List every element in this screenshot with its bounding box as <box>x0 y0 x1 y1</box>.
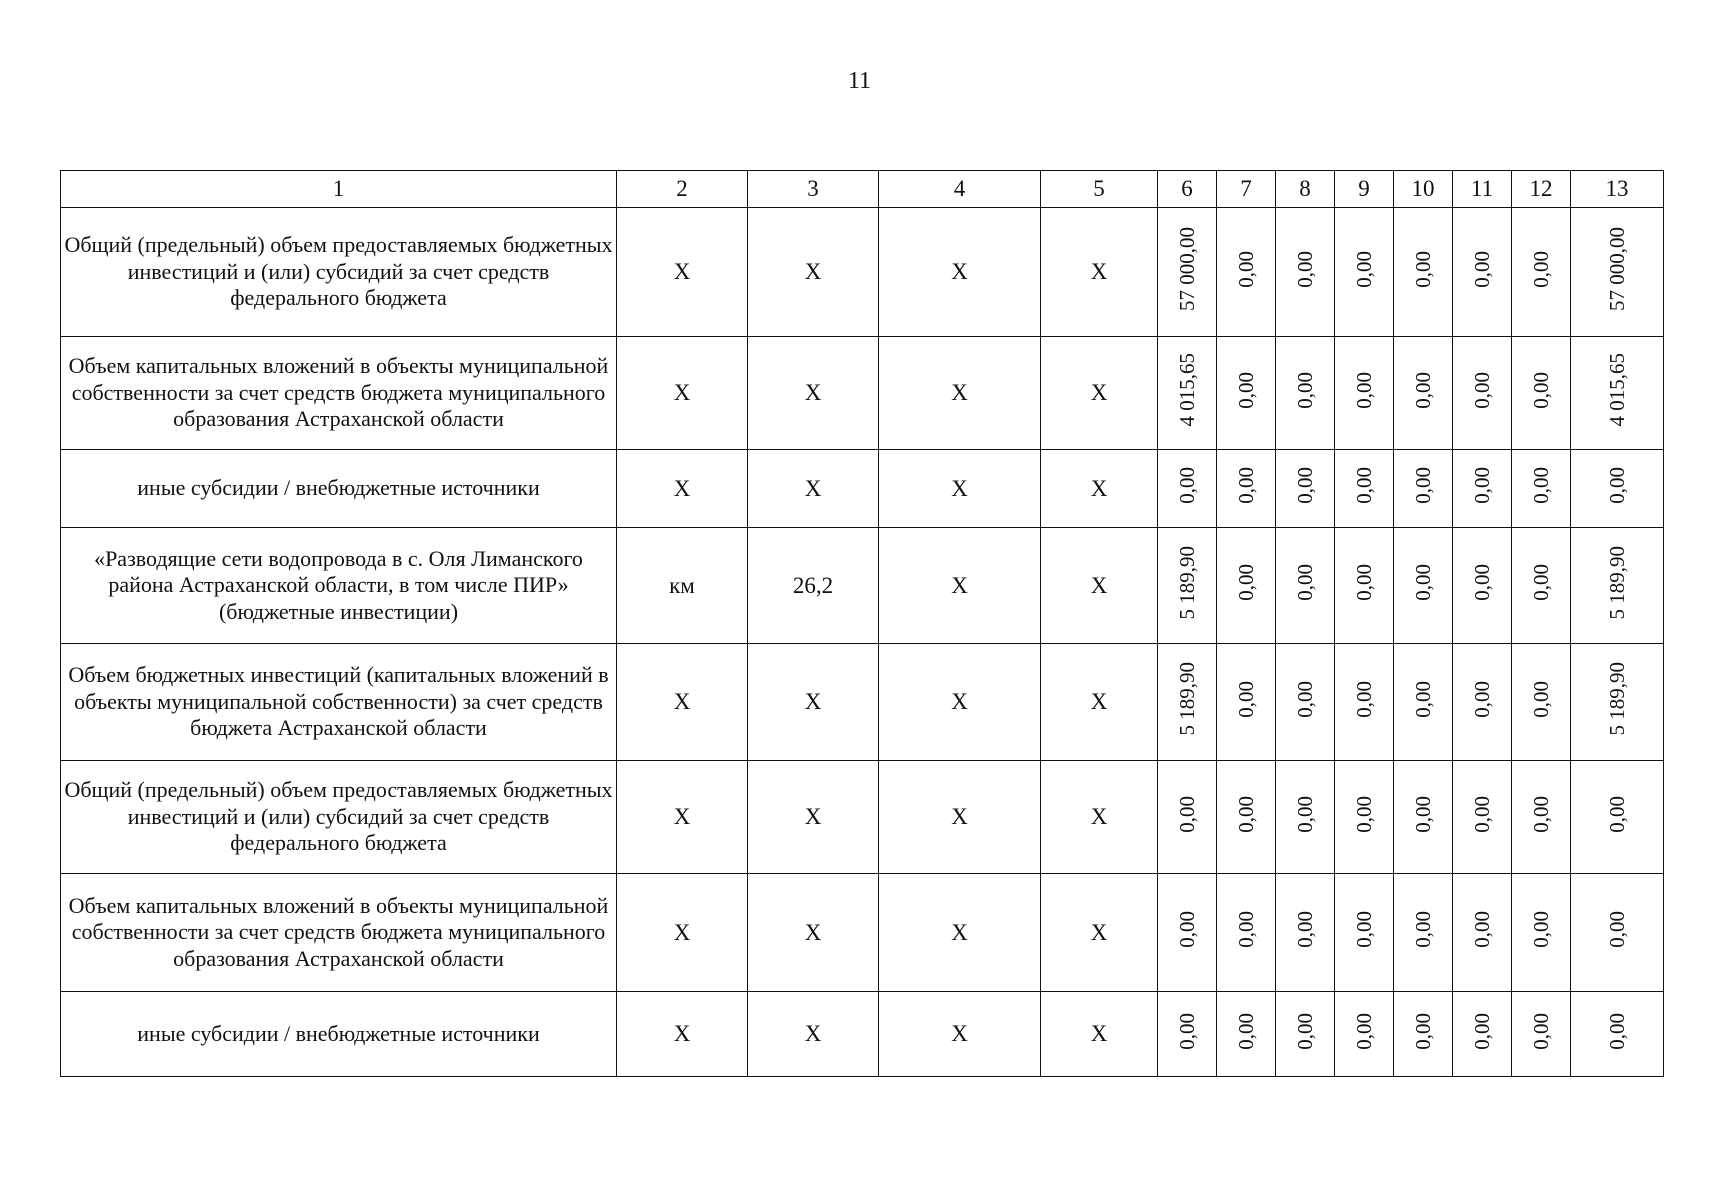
amount-text: 0,00 <box>1351 467 1376 504</box>
amount-text: 4 015,65 <box>1174 353 1199 427</box>
unit-cell: X <box>617 761 748 874</box>
amount-cell <box>1512 644 1571 761</box>
amount-cell <box>1453 992 1512 1077</box>
x-cell: X <box>879 992 1041 1077</box>
amount-text: 5 189,90 <box>1174 662 1199 736</box>
amount-text: 0,00 <box>1410 680 1435 718</box>
amount-text: 0,00 <box>1528 371 1553 409</box>
amount-cell <box>1571 528 1664 644</box>
x-cell: X <box>879 450 1041 528</box>
x-cell: X <box>1041 337 1158 450</box>
amount-text: 57 000,00 <box>1174 227 1199 311</box>
amount-text: 0,00 <box>1233 1012 1258 1050</box>
amount-cell <box>1217 337 1276 450</box>
amount-cell <box>1394 208 1453 337</box>
amount-cell <box>1276 208 1335 337</box>
amount-cell <box>1512 450 1571 528</box>
column-header: 4 <box>879 171 1041 208</box>
amount-text: 0,00 <box>1604 1012 1629 1050</box>
column-header: 1 <box>61 171 617 208</box>
amount-cell <box>1571 761 1664 874</box>
amount-cell <box>1453 528 1512 644</box>
amount-text: 0,00 <box>1528 1012 1553 1050</box>
row-description: Общий (предельный) объем предоставляемых бюджетных инвестиций и (или) субсидий за счет средств федерального бюджета <box>61 208 617 337</box>
amount-cell <box>1453 874 1512 992</box>
amount-cell <box>1394 528 1453 644</box>
amount-cell <box>1158 761 1217 874</box>
amount-text: 0,00 <box>1233 467 1258 504</box>
amount-cell <box>1453 337 1512 450</box>
amount-cell <box>1512 874 1571 992</box>
unit-cell: X <box>617 450 748 528</box>
amount-text: 0,00 <box>1292 250 1317 288</box>
value-cell: 26,2 <box>748 528 879 644</box>
amount-cell <box>1512 528 1571 644</box>
amount-cell <box>1571 450 1664 528</box>
amount-cell <box>1335 528 1394 644</box>
amount-cell <box>1276 528 1335 644</box>
x-cell: X <box>879 644 1041 761</box>
amount-cell <box>1276 337 1335 450</box>
amount-text: 0,00 <box>1469 467 1494 504</box>
amount-text: 0,00 <box>1292 795 1317 833</box>
amount-text: 0,00 <box>1292 911 1317 948</box>
column-header: 10 <box>1394 171 1453 208</box>
table-row <box>61 644 1664 761</box>
amount-text: 0,00 <box>1469 680 1494 718</box>
amount-text: 0,00 <box>1410 371 1435 409</box>
amount-cell <box>1512 761 1571 874</box>
amount-text: 0,00 <box>1528 467 1553 504</box>
value-cell: X <box>748 992 879 1077</box>
amount-cell <box>1276 874 1335 992</box>
amount-cell <box>1394 874 1453 992</box>
x-cell: X <box>1041 208 1158 337</box>
amount-cell <box>1217 992 1276 1077</box>
amount-cell <box>1512 208 1571 337</box>
x-cell: X <box>879 761 1041 874</box>
column-header: 6 <box>1158 171 1217 208</box>
amount-text: 0,00 <box>1351 1012 1376 1050</box>
amount-cell <box>1158 337 1217 450</box>
column-header: 2 <box>617 171 748 208</box>
amount-text: 0,00 <box>1604 467 1629 504</box>
amount-text: 0,00 <box>1469 1012 1494 1050</box>
row-description: Общий (предельный) объем предоставляемых бюджетных инвестиций и (или) субсидий за счет средств федерального бюджета <box>61 761 617 874</box>
amount-text: 0,00 <box>1292 1012 1317 1050</box>
amount-text: 0,00 <box>1351 911 1376 948</box>
x-cell: X <box>1041 450 1158 528</box>
unit-cell: X <box>617 874 748 992</box>
row-description: «Разводящие сети водопровода в с. Оля Лиманского района Астраханской области, в том числе ПИР» (бюджетные инвестиции) <box>61 528 617 644</box>
amount-cell <box>1512 992 1571 1077</box>
amount-cell <box>1276 761 1335 874</box>
amount-text: 0,00 <box>1528 564 1553 601</box>
amount-text: 0,00 <box>1410 250 1435 288</box>
amount-text: 0,00 <box>1604 795 1629 833</box>
amount-text: 0,00 <box>1410 1012 1435 1050</box>
amount-cell <box>1571 644 1664 761</box>
amount-text: 0,00 <box>1233 564 1258 601</box>
amount-text: 0,00 <box>1174 911 1199 948</box>
x-cell: X <box>1041 992 1158 1077</box>
amount-text: 0,00 <box>1410 795 1435 833</box>
table-row <box>61 450 1664 528</box>
value-cell: X <box>748 644 879 761</box>
value-cell: X <box>748 450 879 528</box>
amount-cell <box>1217 450 1276 528</box>
amount-cell <box>1217 208 1276 337</box>
amount-cell <box>1571 208 1664 337</box>
table-row <box>61 337 1664 450</box>
amount-text: 0,00 <box>1528 680 1553 718</box>
amount-text: 5 189,90 <box>1174 545 1199 620</box>
unit-cell: X <box>617 337 748 450</box>
row-description: Объем капитальных вложений в объекты муниципальной собственности за счет средств бюджета муниципального образования Астраханской области <box>61 337 617 450</box>
amount-text: 0,00 <box>1174 467 1199 504</box>
row-description: Объем бюджетных инвестиций (капитальных вложений в объекты муниципальной собственности) за счет средств бюджета Астраханской области <box>61 644 617 761</box>
value-cell: X <box>748 874 879 992</box>
amount-cell <box>1453 644 1512 761</box>
amount-cell <box>1158 528 1217 644</box>
amount-cell <box>1335 992 1394 1077</box>
table-row <box>61 208 1664 337</box>
unit-cell: км <box>617 528 748 644</box>
amount-cell <box>1335 337 1394 450</box>
x-cell: X <box>1041 528 1158 644</box>
amount-text: 0,00 <box>1528 911 1553 948</box>
amount-cell <box>1217 528 1276 644</box>
amount-text: 0,00 <box>1351 795 1376 833</box>
amount-cell <box>1335 761 1394 874</box>
amount-cell <box>1394 761 1453 874</box>
amount-cell <box>1276 450 1335 528</box>
amount-cell <box>1335 644 1394 761</box>
amount-text: 0,00 <box>1233 250 1258 288</box>
unit-cell: X <box>617 644 748 761</box>
column-header: 11 <box>1453 171 1512 208</box>
amount-cell <box>1453 208 1512 337</box>
amount-text: 5 189,90 <box>1604 545 1629 620</box>
amount-cell <box>1394 337 1453 450</box>
amount-text: 0,00 <box>1233 911 1258 948</box>
column-header: 3 <box>748 171 879 208</box>
amount-cell <box>1512 337 1571 450</box>
amount-cell <box>1217 874 1276 992</box>
amount-text: 0,00 <box>1469 250 1494 288</box>
value-cell: X <box>748 761 879 874</box>
amount-text: 0,00 <box>1351 680 1376 718</box>
amount-text: 0,00 <box>1469 795 1494 833</box>
amount-cell <box>1335 208 1394 337</box>
row-description: иные субсидии / внебюджетные источники <box>61 992 617 1077</box>
amount-text: 0,00 <box>1469 911 1494 948</box>
page-number: 11 <box>847 68 872 94</box>
x-cell: X <box>1041 761 1158 874</box>
amount-text: 0,00 <box>1528 795 1553 833</box>
column-header: 9 <box>1335 171 1394 208</box>
amount-text: 0,00 <box>1292 467 1317 504</box>
amount-text: 5 189,90 <box>1604 662 1629 736</box>
x-cell: X <box>1041 874 1158 992</box>
table-row <box>61 992 1664 1077</box>
amount-cell <box>1571 874 1664 992</box>
amount-text: 0,00 <box>1292 680 1317 718</box>
amount-text: 4 015,65 <box>1604 353 1629 427</box>
unit-cell: X <box>617 208 748 337</box>
amount-cell <box>1394 450 1453 528</box>
amount-text: 0,00 <box>1292 371 1317 409</box>
column-header: 8 <box>1276 171 1335 208</box>
table-row <box>61 528 1664 644</box>
amount-text: 0,00 <box>1351 250 1376 288</box>
amount-cell <box>1453 761 1512 874</box>
amount-text: 0,00 <box>1410 467 1435 504</box>
amount-cell <box>1335 874 1394 992</box>
amount-text: 0,00 <box>1351 371 1376 409</box>
value-cell: X <box>748 208 879 337</box>
amount-cell <box>1571 992 1664 1077</box>
x-cell: X <box>879 337 1041 450</box>
amount-cell <box>1276 644 1335 761</box>
amount-cell <box>1394 992 1453 1077</box>
amount-text: 0,00 <box>1410 564 1435 601</box>
row-description: Объем капитальных вложений в объекты муниципальной собственности за счет средств бюджета муниципального образования Астраханской области <box>61 874 617 992</box>
amount-text: 0,00 <box>1351 564 1376 601</box>
amount-cell <box>1158 992 1217 1077</box>
amount-text: 0,00 <box>1469 371 1494 409</box>
table-row <box>61 874 1664 992</box>
amount-text: 57 000,00 <box>1604 227 1629 311</box>
amount-cell <box>1335 450 1394 528</box>
amount-text: 0,00 <box>1174 1012 1199 1050</box>
x-cell: X <box>879 528 1041 644</box>
unit-cell: X <box>617 992 748 1077</box>
amount-cell <box>1158 644 1217 761</box>
amount-text: 0,00 <box>1410 911 1435 948</box>
value-cell: X <box>748 337 879 450</box>
x-cell: X <box>879 874 1041 992</box>
amount-cell <box>1158 450 1217 528</box>
amount-text: 0,00 <box>1233 680 1258 718</box>
amount-cell <box>1394 644 1453 761</box>
column-header: 12 <box>1512 171 1571 208</box>
amount-text: 0,00 <box>1233 371 1258 409</box>
amount-text: 0,00 <box>1174 795 1199 833</box>
amount-cell <box>1158 874 1217 992</box>
row-description: иные субсидии / внебюджетные источники <box>61 450 617 528</box>
header-row <box>61 171 1664 208</box>
budget-table <box>60 170 1664 1077</box>
column-header: 5 <box>1041 171 1158 208</box>
x-cell: X <box>879 208 1041 337</box>
x-cell: X <box>1041 644 1158 761</box>
amount-text: 0,00 <box>1233 795 1258 833</box>
amount-cell <box>1158 208 1217 337</box>
table-row <box>61 761 1664 874</box>
column-header: 13 <box>1571 171 1664 208</box>
amount-cell <box>1217 644 1276 761</box>
amount-cell <box>1276 992 1335 1077</box>
amount-text: 0,00 <box>1604 911 1629 948</box>
amount-text: 0,00 <box>1469 564 1494 601</box>
amount-cell <box>1453 450 1512 528</box>
amount-cell <box>1217 761 1276 874</box>
amount-text: 0,00 <box>1292 564 1317 601</box>
column-header: 7 <box>1217 171 1276 208</box>
amount-cell <box>1571 337 1664 450</box>
amount-text: 0,00 <box>1528 250 1553 288</box>
